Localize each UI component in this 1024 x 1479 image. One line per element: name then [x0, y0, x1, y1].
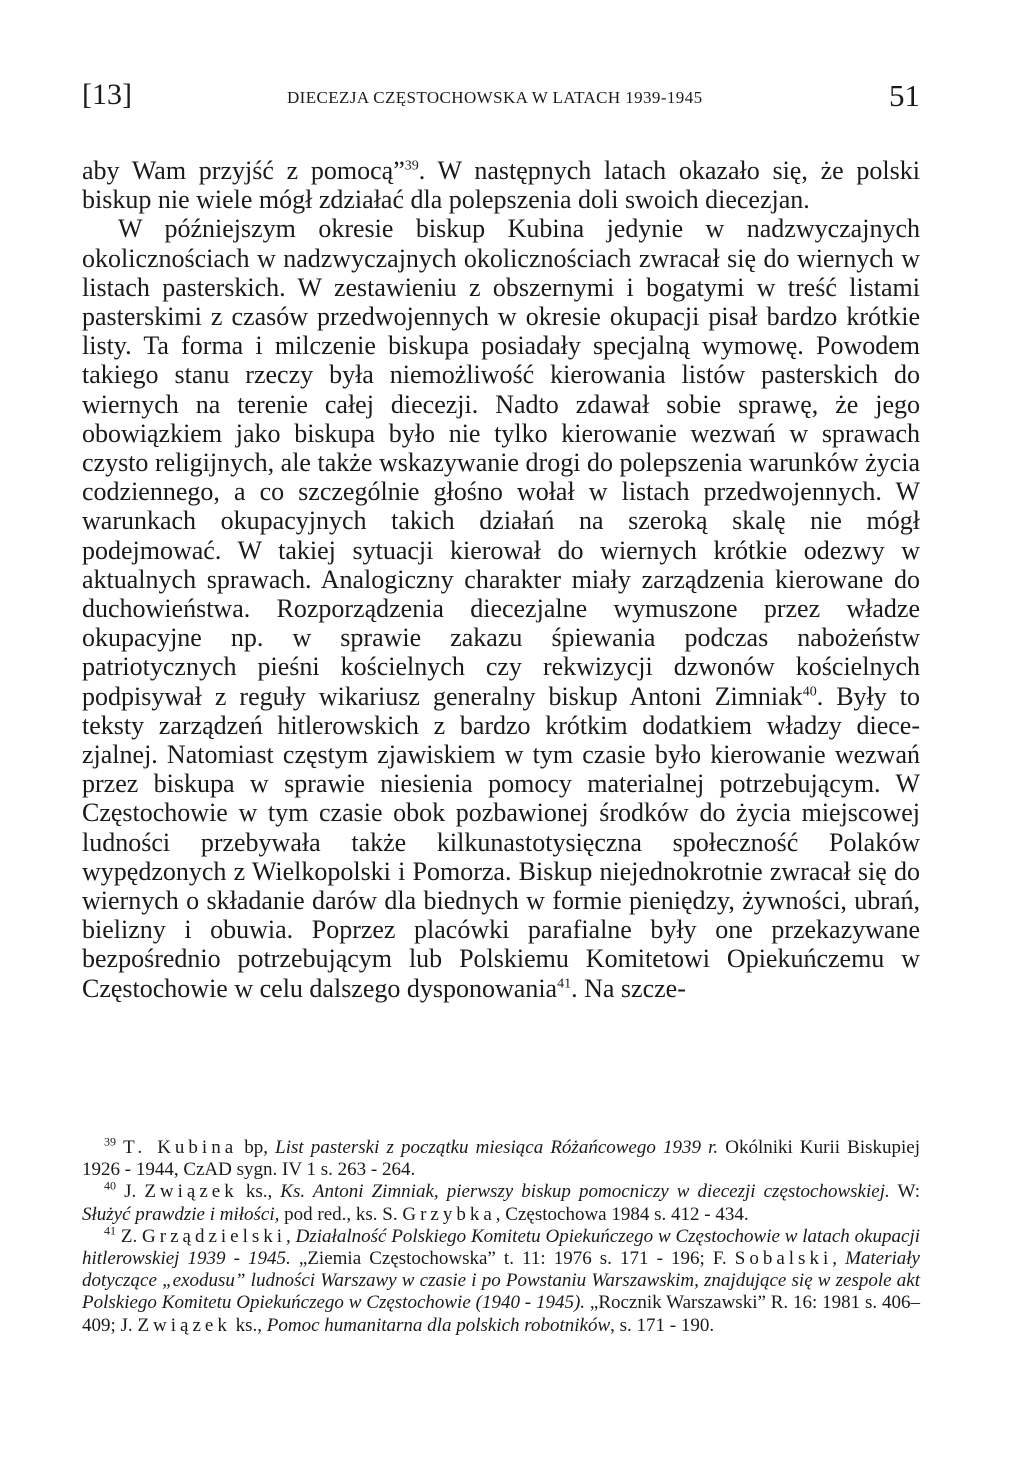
footnote-title: Służyć prawdzie i miłości,	[82, 1203, 280, 1225]
text-span: ,	[286, 1225, 296, 1247]
footnote-ref-40: 40	[802, 684, 817, 699]
footnote-title: Pomoc humanitarna dla polskich robotników	[266, 1314, 611, 1336]
running-header	[82, 78, 920, 122]
text-span: . Były to teksty zarządzeń hitlerowskich z bardzo krótkim dodatkiem władzy diecezjalnej. Natomiast częstym zjawiskiem w tym czasie było kierowanie wezwań przez biskupa w sprawie niesienia pomocy materialnej potrzebującym. W Częstochowie w tym czasie obok pozbawionej środków do życia miejscowej ludności przebywała także kilkunastotysięczna społeczność Polaków wypędzonych z Wielkopolski i Pomorza. Biskup niejednokrotnie zwracał się do wiernych o składanie darów dla biednych w formie pieniędzy, żywności, ubrań, bielizny i obuwia. Poprzez placówki parafialne były one przekazywane bezpośrednio potrzebującym lub Polskiemu Komitetowi Opiekuńczemu w Częstochowie w celu dalszego dysponowania	[82, 681, 920, 1003]
footnotes	[82, 1134, 921, 1337]
text-span: Z.	[120, 1225, 143, 1247]
footnote-ref-39: 39	[404, 158, 419, 174]
text-span: J.	[124, 1181, 145, 1203]
footnote-title: Materiały dotyczące „exodusu” ludności Warszawy w czasie i po Powstaniu Warszawskim, znajdujące się w zespole akt Polskiego Komitetu Opiekuńczego w Częstochowie (1940 - 1945).	[82, 1248, 920, 1314]
footnote-39	[82, 1134, 920, 1181]
text-span: . W następnych latach okazało się, że polski biskup nie wiele mógł zdziałać dla polepszenia doli swoich diecezjan.	[82, 156, 920, 215]
paragraph-1	[82, 156, 920, 214]
text-span: pod red., ks. S.	[279, 1203, 403, 1225]
footnote-number: 39	[104, 1134, 116, 1149]
footnote-ref-41: 41	[557, 976, 572, 992]
footnote-number: 40	[104, 1179, 116, 1194]
footnote-author: T. Kubina	[123, 1137, 238, 1158]
footnote-editor: Grzybka	[402, 1203, 496, 1225]
footnote-author: Sobalski	[734, 1248, 833, 1270]
text-span: ks.,	[230, 1314, 267, 1336]
footnote-number: 41	[104, 1223, 116, 1238]
text-span: , s. 171 - 190.	[610, 1314, 715, 1336]
footnote-title: Ks. Antoni Zimniak, pierwszy biskup pomocniczy w diecezji częstochowskiej.	[280, 1181, 890, 1203]
running-title: DIECEZJA CZĘSTOCHOWSKA W LATACH 1939-1945	[287, 88, 703, 107]
text-span: , Częstochowa 1984 s. 412 - 434.	[495, 1203, 749, 1225]
text-span: bp,	[237, 1137, 276, 1158]
page-number: 51	[889, 78, 920, 113]
text-span: ks.,	[237, 1181, 281, 1203]
footnote-40	[82, 1181, 920, 1225]
main-text	[82, 156, 920, 1003]
text-span: aby Wam przyjść z pomocą”	[82, 156, 405, 185]
text-span: W późniejszym okresie biskup Kubina jedynie w nadzwyczajnych okolicznościach w nadzwyczajnych okolicznościach zwracał się do wiernych w listach pasterskich. W zestawieniu z obszernymi i bogatymi w treść listami pasterskimi z czasów przedwojennych w okresie okupacji pisał bardzo krótkie listy. Ta forma i milczenie biskupa posiadały specjalną wymowę. Powodem takiego stanu rzeczy była niemożliwość kierowania listów pasterskich do wiernych na terenie całej diecezji. Nadto zdawał sobie sprawę, że jego obowiązkiem jako biskupa było nie tylko kierowanie wezwań w sprawach czysto religijnych, ale także wskazywanie drogi do polepszenia warunków życia codziennego, a co szczególnie głośno wołał w listach przedwojennych. W warunkach okupacyjnych takich działań na szeroką skalę nie mógł podejmować. W takiej sytuacji kierował do wiernych krótkie odezwy w aktualnych sprawach. Analogiczny charakter miały zarządzenia kierowane do duchowieństwa. Rozporządzenia diecezjalne wymuszone przez władze okupacyjne np. w sprawie zakazu śpiewania podczas nabożeństw patriotycznych pieśni kościelnych czy rekwizycji dzwonów kościelnych podpisywał z reguły wikariusz generalny biskup Antoni Zimniak	[82, 214, 920, 711]
text-span: . Na szcze-	[571, 973, 686, 1003]
footnote-title: List pasterski z początku miesiąca Różańcowego 1939 r.	[275, 1137, 719, 1158]
footnote-author: Związek	[137, 1314, 231, 1336]
text-span: W:	[889, 1181, 920, 1203]
paragraph-2	[82, 214, 920, 1002]
section-number: [13]	[82, 78, 132, 111]
footnote-title: Działalność Polskiego Komitetu Opiekuńczego w Częstochowie w latach okupacji hitlerowskiej 1939 - 1945.	[82, 1225, 921, 1270]
text-span: ,	[832, 1248, 846, 1270]
footnote-author: Związek	[144, 1181, 238, 1203]
footnote-41	[82, 1223, 921, 1337]
footnote-author: Grządzielski	[142, 1225, 287, 1247]
text-span: Okólniki Kurii Biskupiej 1926 - 1944, CzAD sygn. IV 1 s. 263 - 264.	[82, 1137, 920, 1181]
text-span: „Rocznik Warszawski” R. 16: 1981 s. 406–409; J.	[82, 1292, 920, 1336]
text-span: „Ziemia Częstochowska” t. 11: 1976 s. 171 - 196; F.	[290, 1248, 735, 1270]
